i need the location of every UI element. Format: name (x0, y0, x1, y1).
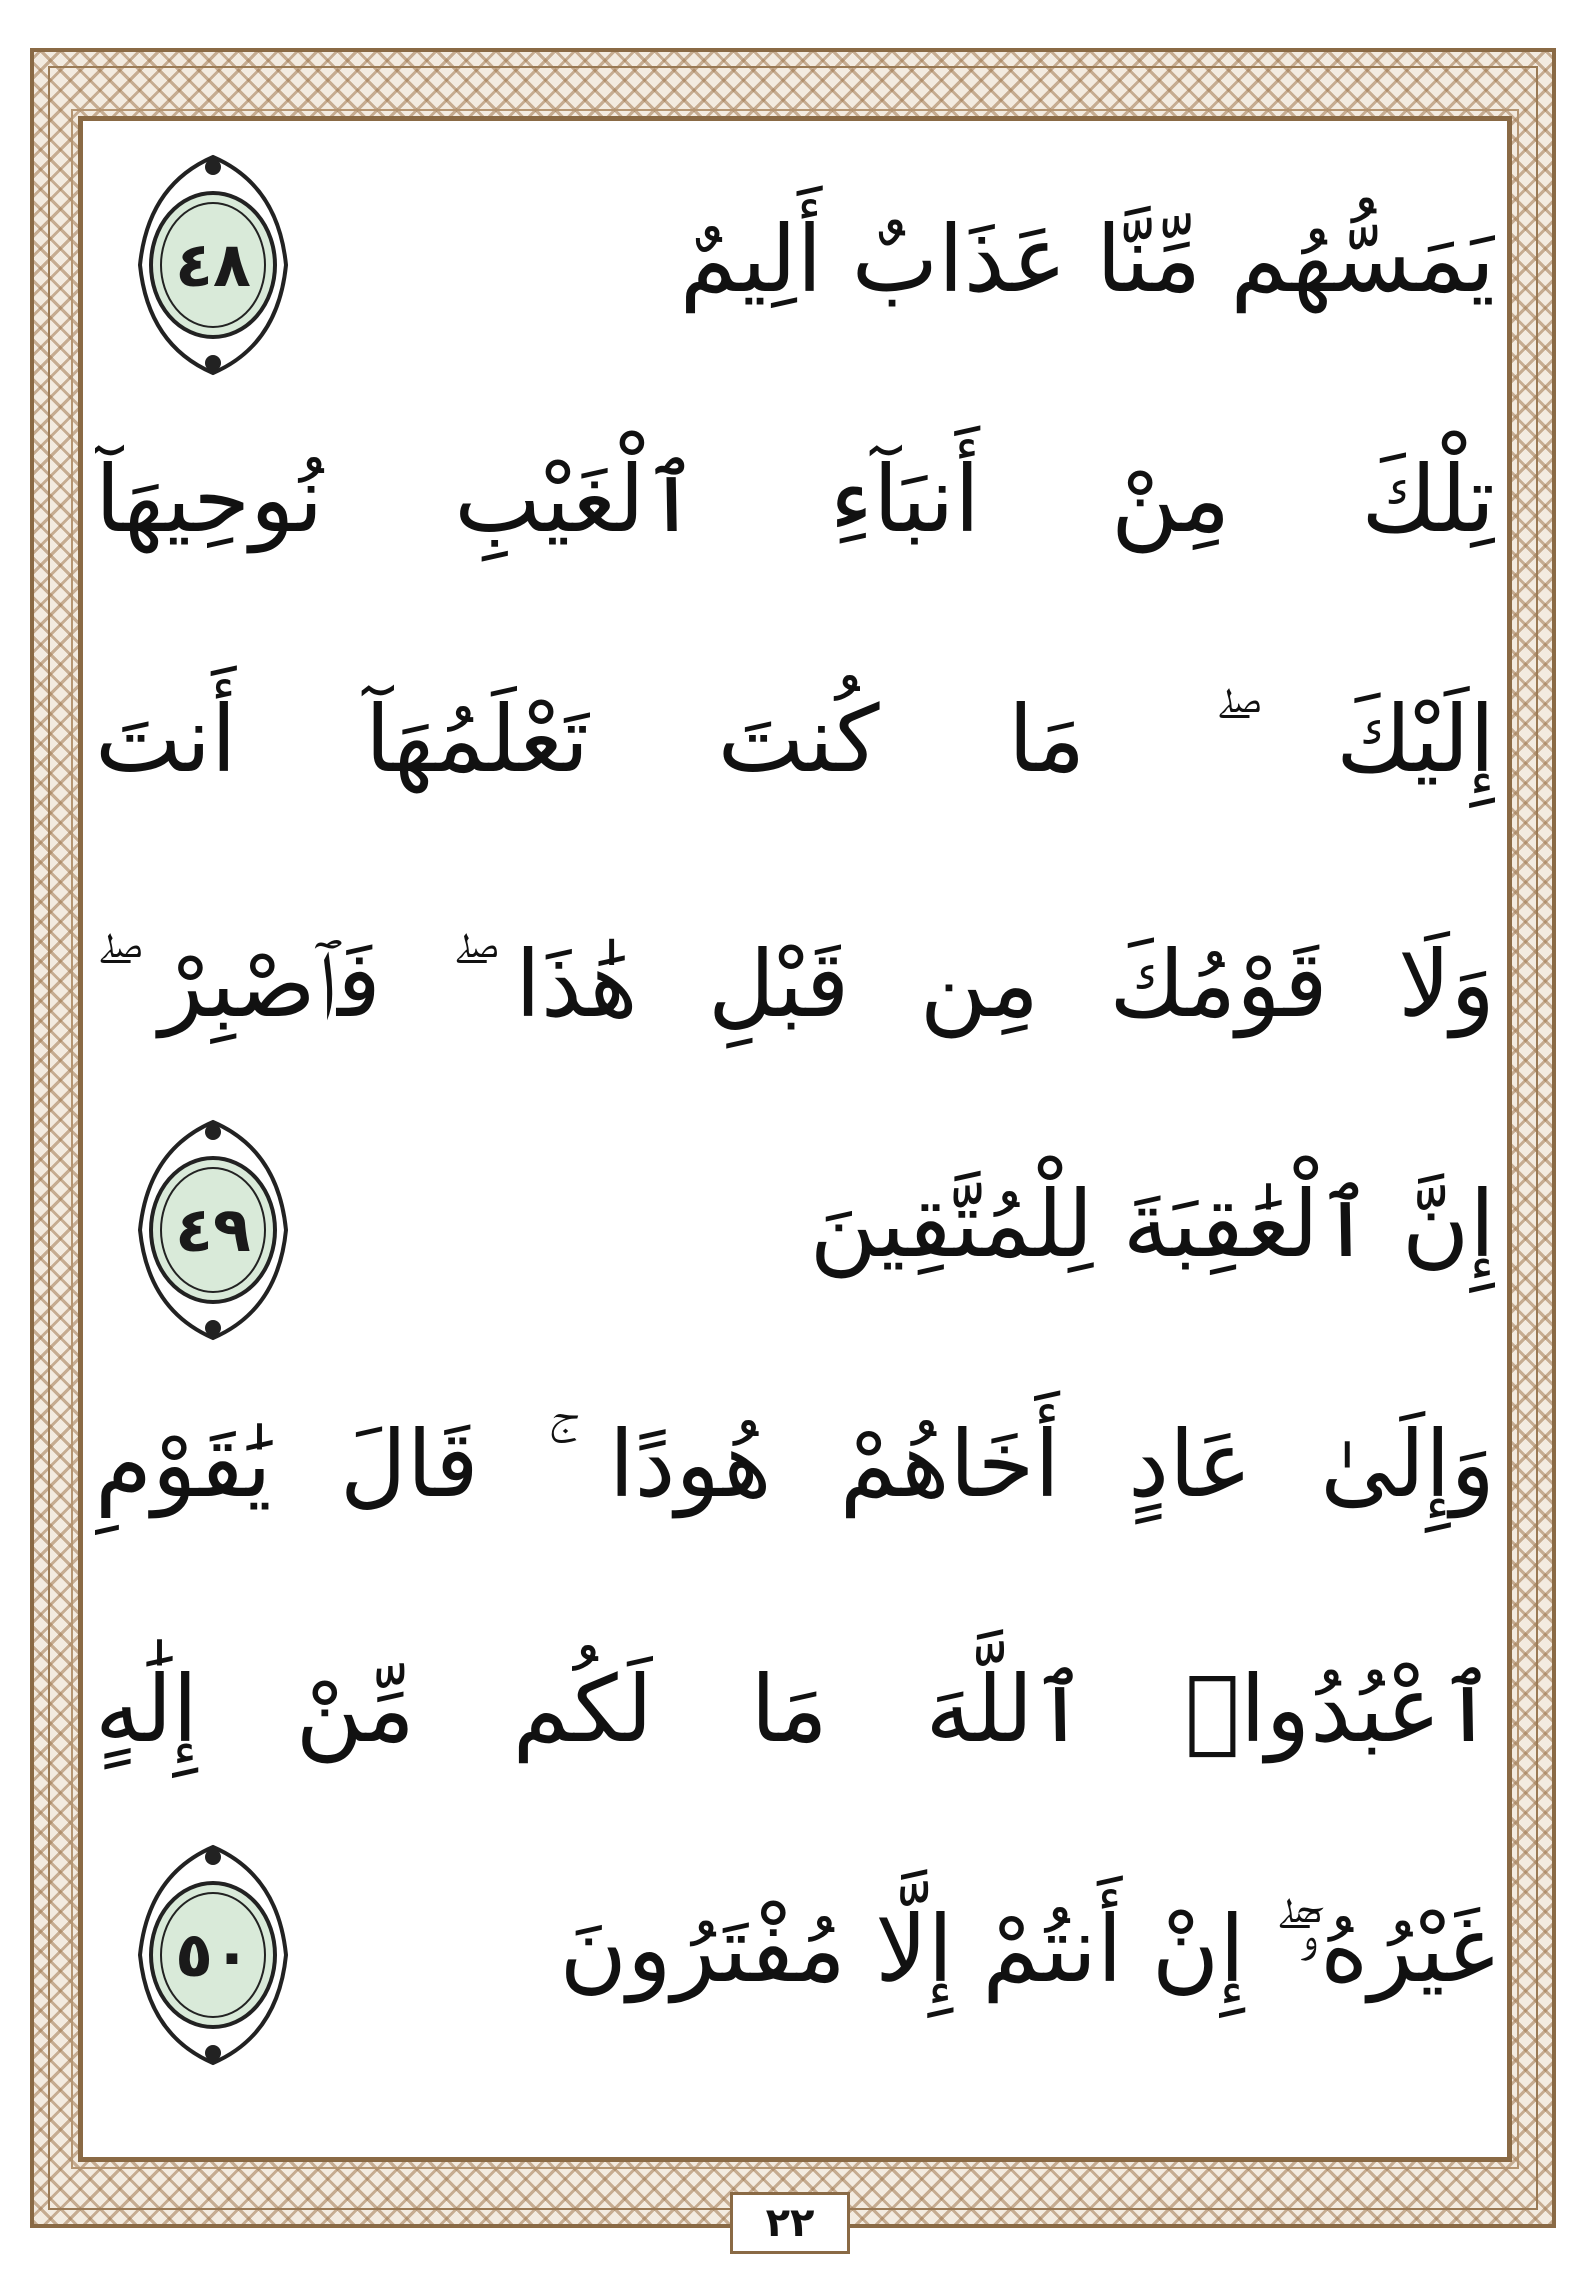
verse-line-4: وَلَا قَوْمُكَ مِن قَبْلِ هَٰذَا ۖ فَٱصْبِرْ ۖ (95, 931, 1495, 1038)
ayah-number: ٤٩ (175, 1193, 251, 1266)
verse-line-6: وَإِلَىٰ عَادٍ أَخَاهُمْ هُودًا ۚ قَالَ يَٰقَوْمِ (95, 1411, 1495, 1518)
ayah-number: ٥٠ (175, 1918, 251, 1991)
verse-line-5: إِنَّ ٱلْعَٰقِبَةَ لِلْمُتَّقِينَ (809, 1171, 1495, 1278)
verse-line-2: تِلْكَ مِنْ أَنبَآءِ ٱلْغَيْبِ نُوحِيهَآ (95, 446, 1495, 553)
ayah-marker-50 (128, 1835, 298, 2075)
ayah-marker-49 (128, 1110, 298, 1350)
verse-line-7: ٱعْبُدُوا۟ ٱللَّهَ مَا لَكُم مِّنْ إِلَٰهٍ (95, 1656, 1495, 1763)
verse-line-3: إِلَيْكَ ۖ مَا كُنتَ تَعْلَمُهَآ أَنتَ (95, 686, 1495, 793)
verse-line-8: غَيْرُهُۥٓ ۖ إِنْ أَنتُمْ إِلَّا مُفْتَرُونَ (559, 1896, 1495, 2003)
ayah-number: ٤٨ (175, 228, 251, 301)
page-number: ٢٢ (730, 2192, 850, 2254)
ayah-marker-48 (128, 145, 298, 385)
verse-line-1: يَمَسُّهُم مِّنَّا عَذَابٌ أَلِيمٌ (679, 206, 1495, 313)
